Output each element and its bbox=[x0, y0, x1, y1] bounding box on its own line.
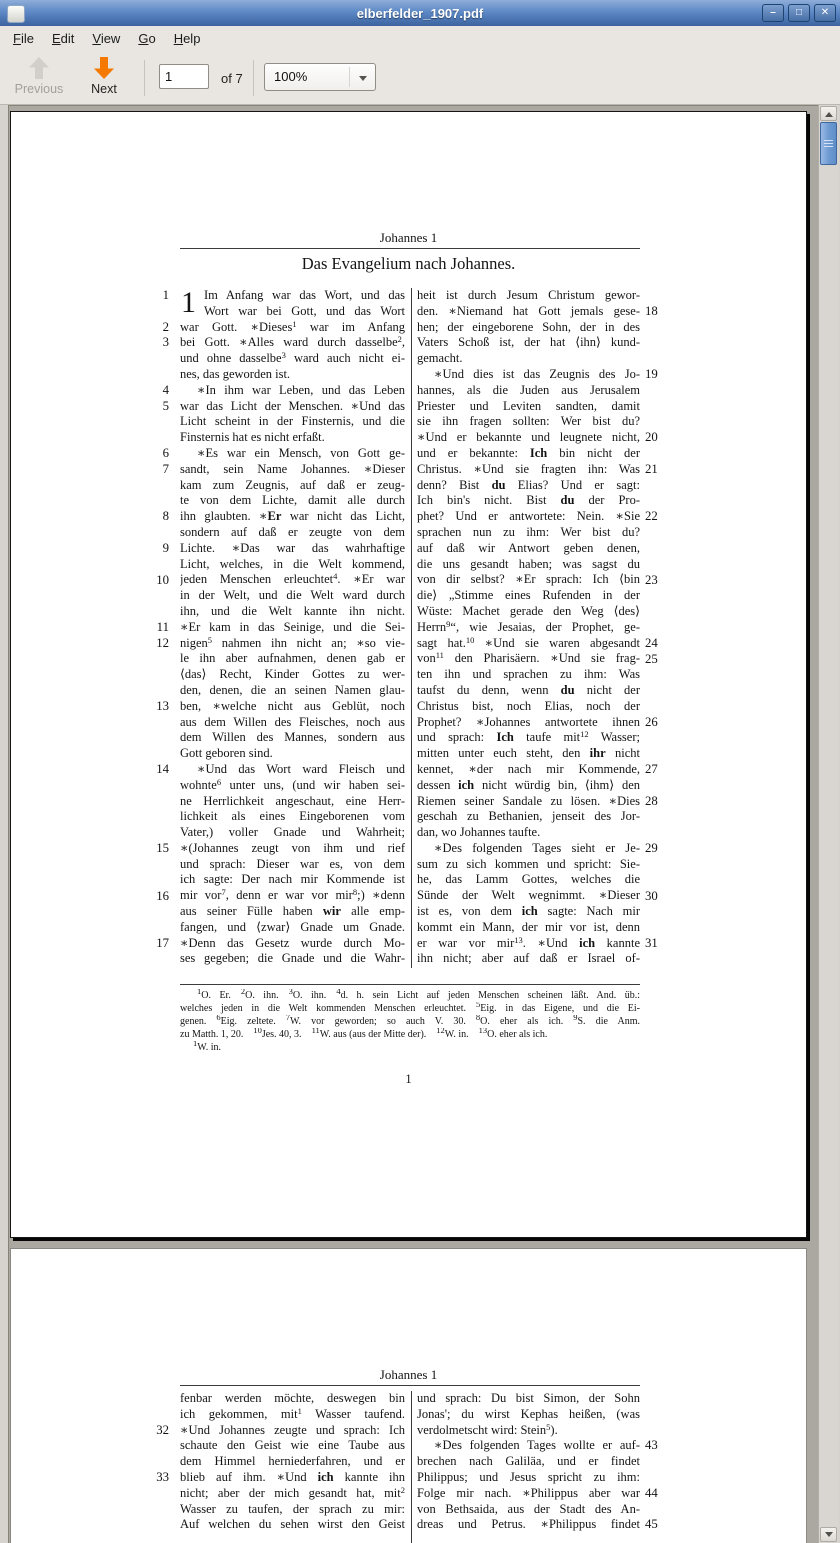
arrow-up-icon bbox=[29, 57, 49, 79]
text-line: bei Gott. ∗Alles ward durch dasselbe$^2$, bbox=[180, 335, 405, 350]
text-line: ∗Und Johannes zeugte und sprach: Ich bbox=[180, 1422, 405, 1437]
triangle-up-icon bbox=[825, 108, 833, 117]
next-label: Next bbox=[91, 82, 117, 96]
text-line: kennet, ∗der nach mir Kommende, bbox=[417, 761, 640, 776]
verse-number: 31 bbox=[645, 936, 658, 951]
text-line: geschah zu Bethanien, jenseit des Jor- bbox=[417, 809, 640, 824]
menu-view[interactable]: View bbox=[92, 30, 121, 46]
text-line: ihn, und die Welt kannte ihn nicht. bbox=[180, 603, 405, 618]
text-line: phet? Und er antwortete: Nein. ∗Sie bbox=[417, 509, 640, 524]
menu-edit[interactable]: Edit bbox=[51, 30, 75, 46]
verse-number: 30 bbox=[645, 888, 658, 903]
verse-number: 1 bbox=[162, 288, 169, 302]
text-line: genen. $^6$Eig. zeltete. $^7$W. vor geworden; so auch V. 30. $^8$O. eher als ich. $^9$S. die Anm. bbox=[180, 1015, 640, 1027]
verse-number: 6 bbox=[162, 446, 169, 461]
text-line: hannes, als die Juden aus Jerusalem bbox=[417, 382, 640, 397]
verse-number: 24 bbox=[645, 635, 658, 650]
text-line: Wüste: Machet gerade den Weg ⟨des⟩ bbox=[417, 603, 640, 618]
text-line: Prophet? ∗Johannes antwortete ihnen bbox=[417, 714, 640, 729]
text-line: wohnte$^6$ unter uns, (und wir haben sei- bbox=[180, 777, 405, 792]
verse-number: 27 bbox=[645, 762, 658, 777]
text-line: Folge mir nach. ∗Philippus aber war bbox=[417, 1485, 640, 1500]
text-line: ses gegeben; die Gnade und die Wahr- bbox=[180, 951, 405, 966]
chevron-down-icon bbox=[359, 76, 367, 85]
text-line: Priester und Leviten sandten, damit bbox=[417, 398, 640, 413]
text-line: verdolmetscht wird: Stein$^5$). bbox=[417, 1422, 558, 1437]
verse-number: 5 bbox=[162, 398, 169, 413]
text-line: ich sagte: Der nach mir Kommende ist bbox=[180, 872, 405, 887]
text-line: hen; der eingeborene Sohn, der in des bbox=[417, 319, 640, 334]
verse-number: 21 bbox=[645, 461, 658, 476]
minimize-button[interactable]: – bbox=[762, 4, 784, 22]
footnote-rule bbox=[180, 984, 640, 985]
text-line: Herrn$^9$“, wie Jesaias, der Prophet, ge- bbox=[417, 619, 640, 634]
text-line: ihn glaubten. ∗Er war nicht das Licht, bbox=[180, 509, 405, 524]
text-line: ∗Des folgenden Tages wollte er auf- bbox=[434, 1438, 640, 1453]
text-line: denn? Bist du Elias? Und er sagt: bbox=[417, 477, 640, 492]
text-line: ne Herrlichkeit angeschaut, eine Herr- bbox=[180, 793, 405, 808]
window-title: elberfelder_1907.pdf bbox=[356, 5, 484, 21]
column-divider bbox=[411, 288, 412, 968]
text-line: welches jeden in die Welt kommenden Menschen erleuchtet. $^5$Eig. in das Eigene, und die Ei- bbox=[180, 1002, 640, 1014]
text-line: in der Welt, und die Welt ward durch bbox=[180, 588, 405, 603]
verse-number: 33 bbox=[156, 1470, 169, 1485]
toolbar bbox=[0, 50, 840, 105]
text-line: ten ihn und sprachen zu ihm: Was bbox=[417, 667, 640, 682]
text-line: Christus. ∗Und sie fragten ihn: Was bbox=[417, 461, 640, 476]
verse-number: 43 bbox=[645, 1438, 658, 1453]
text-line: sandt, sein Name Johannes. ∗Dieser bbox=[180, 461, 405, 476]
verse-number: 14 bbox=[156, 762, 169, 777]
text-line: ∗Und er bekannte und leugnete nicht, bbox=[417, 430, 640, 445]
text-line: mir vor$^7$, denn er war vor mir$^8$;) ∗denn bbox=[180, 888, 405, 903]
text-line: kam zum Zeugnis, auf daß er zeug- bbox=[180, 477, 405, 492]
verse-number: 8 bbox=[162, 509, 169, 524]
scrollbar-thumb[interactable] bbox=[820, 122, 837, 165]
text-line: Auf welchen du sehen wirst den Geist bbox=[180, 1517, 405, 1532]
text-line: ∗Und das Wort ward Fleisch und bbox=[197, 761, 405, 776]
close-button[interactable]: ✕ bbox=[814, 4, 836, 22]
text-line: ⟨das⟩ Recht, Kinder Gottes zu wer- bbox=[180, 667, 405, 682]
verse-number: 26 bbox=[645, 714, 658, 729]
text-line: den. ∗Niemand hat Gott jemals gese- bbox=[417, 303, 640, 318]
text-line: ∗Und dies ist das Zeugnis des Jo- bbox=[434, 366, 640, 381]
text-line: ben, ∗welche nicht aus Geblüt, noch bbox=[180, 698, 405, 713]
text-line: und er bekannte: Ich bin nicht der bbox=[417, 445, 640, 460]
text-line: jeden Menschen erleuchtet$^4$. ∗Er war bbox=[180, 572, 405, 587]
running-header: Johannes 1 bbox=[379, 230, 438, 245]
text-line: auf daß wir Antwort geben denen, bbox=[417, 540, 640, 555]
text-line: aus dem Willen des Fleisches, noch aus bbox=[180, 714, 405, 729]
text-line: von Bethsaida, aus der Stadt des An- bbox=[417, 1501, 640, 1516]
text-line: und sprach: Dieser war es, von dem bbox=[180, 856, 405, 871]
text-line: ∗(Johannes zeugt von ihm und rief bbox=[180, 840, 405, 855]
combo-divider bbox=[349, 67, 350, 87]
text-line: le ihn aber aufnahmen, denen gab er bbox=[180, 651, 405, 666]
document-title: Das Evangelium nach Johannes. bbox=[301, 254, 516, 273]
text-line: Christus bist, noch Elias, noch der bbox=[417, 698, 640, 713]
text-line: fangen, und ⟨zwar⟩ Gnade um Gnade. bbox=[180, 919, 405, 934]
menu-bar bbox=[0, 26, 840, 50]
text-line: Gott geboren sind. bbox=[180, 746, 273, 761]
running-header: Johannes 1 bbox=[379, 1367, 438, 1382]
maximize-button[interactable]: □ bbox=[788, 4, 810, 22]
verse-number: 4 bbox=[162, 382, 169, 397]
text-line: sondern auf daß er zeugte von dem bbox=[180, 524, 405, 539]
text-line: die uns gesandt haben; was sagst du bbox=[417, 556, 640, 571]
text-line: lichkeit als eines Eingeborenen vom bbox=[180, 809, 405, 824]
verse-number: 17 bbox=[156, 936, 169, 951]
text-line: nicht; aber der mich gesandt hat, mit$^2$ bbox=[180, 1485, 405, 1500]
pdf-page-1 bbox=[10, 111, 807, 1238]
text-line: sprachen nun zu ihm: Wer bist du? bbox=[417, 524, 640, 539]
arrow-down-icon bbox=[94, 57, 114, 79]
header-rule bbox=[180, 1385, 640, 1386]
text-line: ∗Er kam in das Seinige, und die Sei- bbox=[180, 619, 405, 634]
text-line: aus seiner Fülle haben wir alle emp- bbox=[180, 904, 405, 919]
verse-number: 32 bbox=[156, 1422, 169, 1437]
verse-number: 18 bbox=[645, 303, 658, 318]
verse-number: 15 bbox=[156, 841, 169, 856]
text-line: nes, das geworden ist. bbox=[180, 366, 291, 381]
text-line: Licht, welches, in die Welt kommend, bbox=[180, 556, 405, 571]
verse-number: 3 bbox=[162, 335, 169, 350]
verse-number: 19 bbox=[645, 367, 658, 382]
previous-button[interactable] bbox=[8, 57, 70, 96]
text-line: von dir selbst? ∗Er sprach: Ich ⟨bin bbox=[417, 572, 640, 587]
title-bar bbox=[0, 0, 840, 27]
text-line: he, das Lamm Gottes, welches die bbox=[417, 872, 640, 887]
text-line: dem Willen des Mannes, sondern aus bbox=[180, 730, 405, 745]
text-line: ∗Denn das Gesetz wurde durch Mo- bbox=[180, 935, 405, 950]
text-line: Riemen seiner Sandale zu lösen. ∗Dies bbox=[417, 793, 640, 808]
footnotes bbox=[180, 989, 640, 1054]
verse-number: 12 bbox=[156, 635, 169, 650]
text-line: zu Matth. 1, 20. $^{10}$Jes. 40, 3. $^{11}$W. aus (aus der Mitte der). $^{12}$W. in. $^{13}$O. eher als ich. bbox=[180, 1028, 548, 1040]
text-line: fenbar werden möchte, deswegen bin bbox=[180, 1391, 405, 1405]
text-line: ∗In ihm war Leben, und das Leben bbox=[197, 382, 405, 397]
chapter-dropcap: 1 bbox=[181, 286, 196, 319]
text-line: $^1$O. Er. $^2$O. ihn. $^3$O. ihn. $^4$d. h. sein Licht auf jeden Menschen scheinen läßt. And. üb.: bbox=[197, 989, 640, 1001]
text-line: Wasser zu taufen, der sprach zu mir: bbox=[180, 1501, 405, 1516]
pdf-page-2 bbox=[10, 1248, 807, 1543]
verse-number: 28 bbox=[645, 793, 658, 808]
column-divider bbox=[411, 1391, 412, 1543]
text-line: die⟩ „Stimme eines Rufenden in der bbox=[417, 588, 640, 603]
text-line: von$^{11}$ den Pharisäern. ∗Und sie frag- bbox=[417, 651, 640, 666]
page-count-label: of 7 bbox=[221, 71, 243, 86]
text-line: Finsternis hat es nicht erfaßt. bbox=[180, 430, 325, 445]
verse-number: 16 bbox=[156, 888, 169, 903]
text-line: ist es, von dem ich sagte: Nach mir bbox=[417, 904, 640, 919]
text-line: mitten unter euch steht, den ihr nicht bbox=[417, 746, 640, 761]
vertical-scrollbar[interactable] bbox=[818, 105, 838, 1543]
menu-file[interactable]: File bbox=[13, 30, 34, 46]
text-line: sum zu sich kommen und spricht: Sie- bbox=[417, 856, 640, 871]
text-line: und ohne dasselbe$^3$ ward auch nicht ei- bbox=[180, 351, 405, 366]
page-number: 1 bbox=[405, 1072, 412, 1086]
page-number-input[interactable] bbox=[159, 64, 209, 89]
text-line: war Gott. ∗Dieses$^1$ war im Anfang bbox=[180, 319, 405, 334]
text-line: er war vor mir$^{13}$. ∗Und ich kannte bbox=[417, 935, 640, 950]
text-line: und sprach: Ich taufe mit$^{12}$ Wasser; bbox=[417, 730, 640, 745]
text-line: Sünde der Welt wegnimmt. ∗Dieser bbox=[417, 888, 640, 903]
text-column-right bbox=[417, 288, 640, 967]
text-line: Im Anfang war das Wort, und das bbox=[204, 288, 405, 302]
text-line: taufst du denn, wenn du nicht der bbox=[417, 682, 640, 697]
text-line: Jonas'; du wirst Kephas heißen, (was bbox=[417, 1406, 640, 1421]
text-column-right bbox=[417, 1391, 640, 1533]
verse-number: 11 bbox=[156, 620, 169, 634]
menu-help[interactable]: Help bbox=[173, 30, 201, 46]
text-column-left bbox=[180, 1391, 405, 1533]
text-line: Vaters Schoß ist, der hat ⟨ihn⟩ kund- bbox=[417, 335, 640, 350]
text-line: te von dem Lichte, damit alle durch bbox=[180, 493, 405, 508]
text-line: ich gekommen, mit$^1$ Wasser taufend. bbox=[180, 1406, 405, 1421]
text-line: heit ist durch Jesum Christum gewor- bbox=[417, 288, 640, 302]
toolbar-separator bbox=[144, 60, 145, 96]
header-rule bbox=[180, 248, 640, 249]
text-line: Wort war bei Gott, und das Wort bbox=[204, 303, 405, 318]
text-line: $^1$W. in. bbox=[193, 1041, 222, 1053]
verse-number: 10 bbox=[156, 572, 169, 587]
text-line: ∗Es war ein Mensch, von Gott ge- bbox=[197, 445, 405, 460]
text-line: ihn nicht; aber auf daß er Israel of- bbox=[417, 951, 640, 966]
verse-number: 29 bbox=[645, 841, 658, 856]
text-column-left bbox=[180, 288, 405, 967]
thumb-grip-icon bbox=[824, 140, 833, 148]
text-line: dan, wo Johannes taufte. bbox=[417, 825, 541, 840]
verse-number: 2 bbox=[162, 319, 169, 334]
text-line: schaute den Geist wie eine Taube aus bbox=[180, 1438, 405, 1453]
text-line: Lichte. ∗Das war das wahrhaftige bbox=[180, 540, 405, 555]
text-line: dessen ich nicht würdig bin, ⟨ihm⟩ den bbox=[417, 777, 640, 792]
text-line: sagt hat.$^{10}$ ∗Und sie waren abgesandt bbox=[417, 635, 640, 650]
next-button[interactable] bbox=[76, 57, 132, 96]
text-line: dem Himmel herniederfahren, und er bbox=[180, 1454, 405, 1469]
text-line: war das Licht der Menschen. ∗Und das bbox=[180, 398, 405, 413]
window-controls bbox=[762, 4, 836, 22]
text-line: dreas und Petrus. ∗Philippus findet bbox=[417, 1517, 640, 1532]
text-line: sie ihn fragen sollten: Wer bist du? bbox=[417, 414, 640, 429]
text-line: brechen nach Galiläa, und er findet bbox=[417, 1454, 640, 1469]
document-viewport[interactable] bbox=[8, 105, 818, 1543]
text-line: nigen$^5$ nahmen ihn nicht an; ∗so vie- bbox=[180, 635, 405, 650]
text-line: Ich bin's nicht. Bist du der Pro- bbox=[417, 493, 640, 508]
zoom-value: 100% bbox=[274, 69, 308, 84]
verse-number: 7 bbox=[162, 461, 169, 476]
verse-number: 44 bbox=[645, 1485, 658, 1500]
text-line: den, denen, die an seinen Namen glau- bbox=[180, 682, 405, 697]
text-line: blieb auf ihm. ∗Und ich kannte ihn bbox=[180, 1469, 405, 1484]
verse-number: 45 bbox=[645, 1517, 658, 1532]
verse-number: 13 bbox=[156, 699, 169, 714]
window-icon bbox=[7, 5, 25, 23]
verse-number: 23 bbox=[645, 572, 658, 587]
text-line: Licht scheint in der Finsternis, und die bbox=[180, 414, 405, 429]
text-line: Vater,) voller Gnade und Wahrheit; bbox=[180, 825, 405, 840]
text-line: ∗Des folgenden Tages sieht er Je- bbox=[434, 840, 640, 855]
verse-number: 22 bbox=[645, 509, 658, 524]
text-line: und sprach: Du bist Simon, der Sohn bbox=[417, 1391, 640, 1405]
verse-number: 20 bbox=[645, 430, 658, 445]
text-line: gemacht. bbox=[417, 351, 463, 366]
scroll-down-button[interactable] bbox=[820, 1527, 837, 1542]
text-line: Philippus; und Jesus spricht zu ihm: bbox=[417, 1469, 640, 1484]
scroll-up-button[interactable] bbox=[820, 106, 837, 121]
verse-number: 9 bbox=[162, 540, 169, 555]
triangle-down-icon bbox=[825, 1532, 833, 1541]
text-line: kommt ein Mann, der mir vor ist, denn bbox=[417, 919, 640, 934]
previous-label: Previous bbox=[14, 82, 64, 96]
menu-go[interactable]: Go bbox=[138, 30, 156, 46]
verse-number: 25 bbox=[645, 651, 658, 666]
zoom-dropdown[interactable] bbox=[264, 63, 376, 91]
toolbar-separator bbox=[253, 60, 254, 96]
